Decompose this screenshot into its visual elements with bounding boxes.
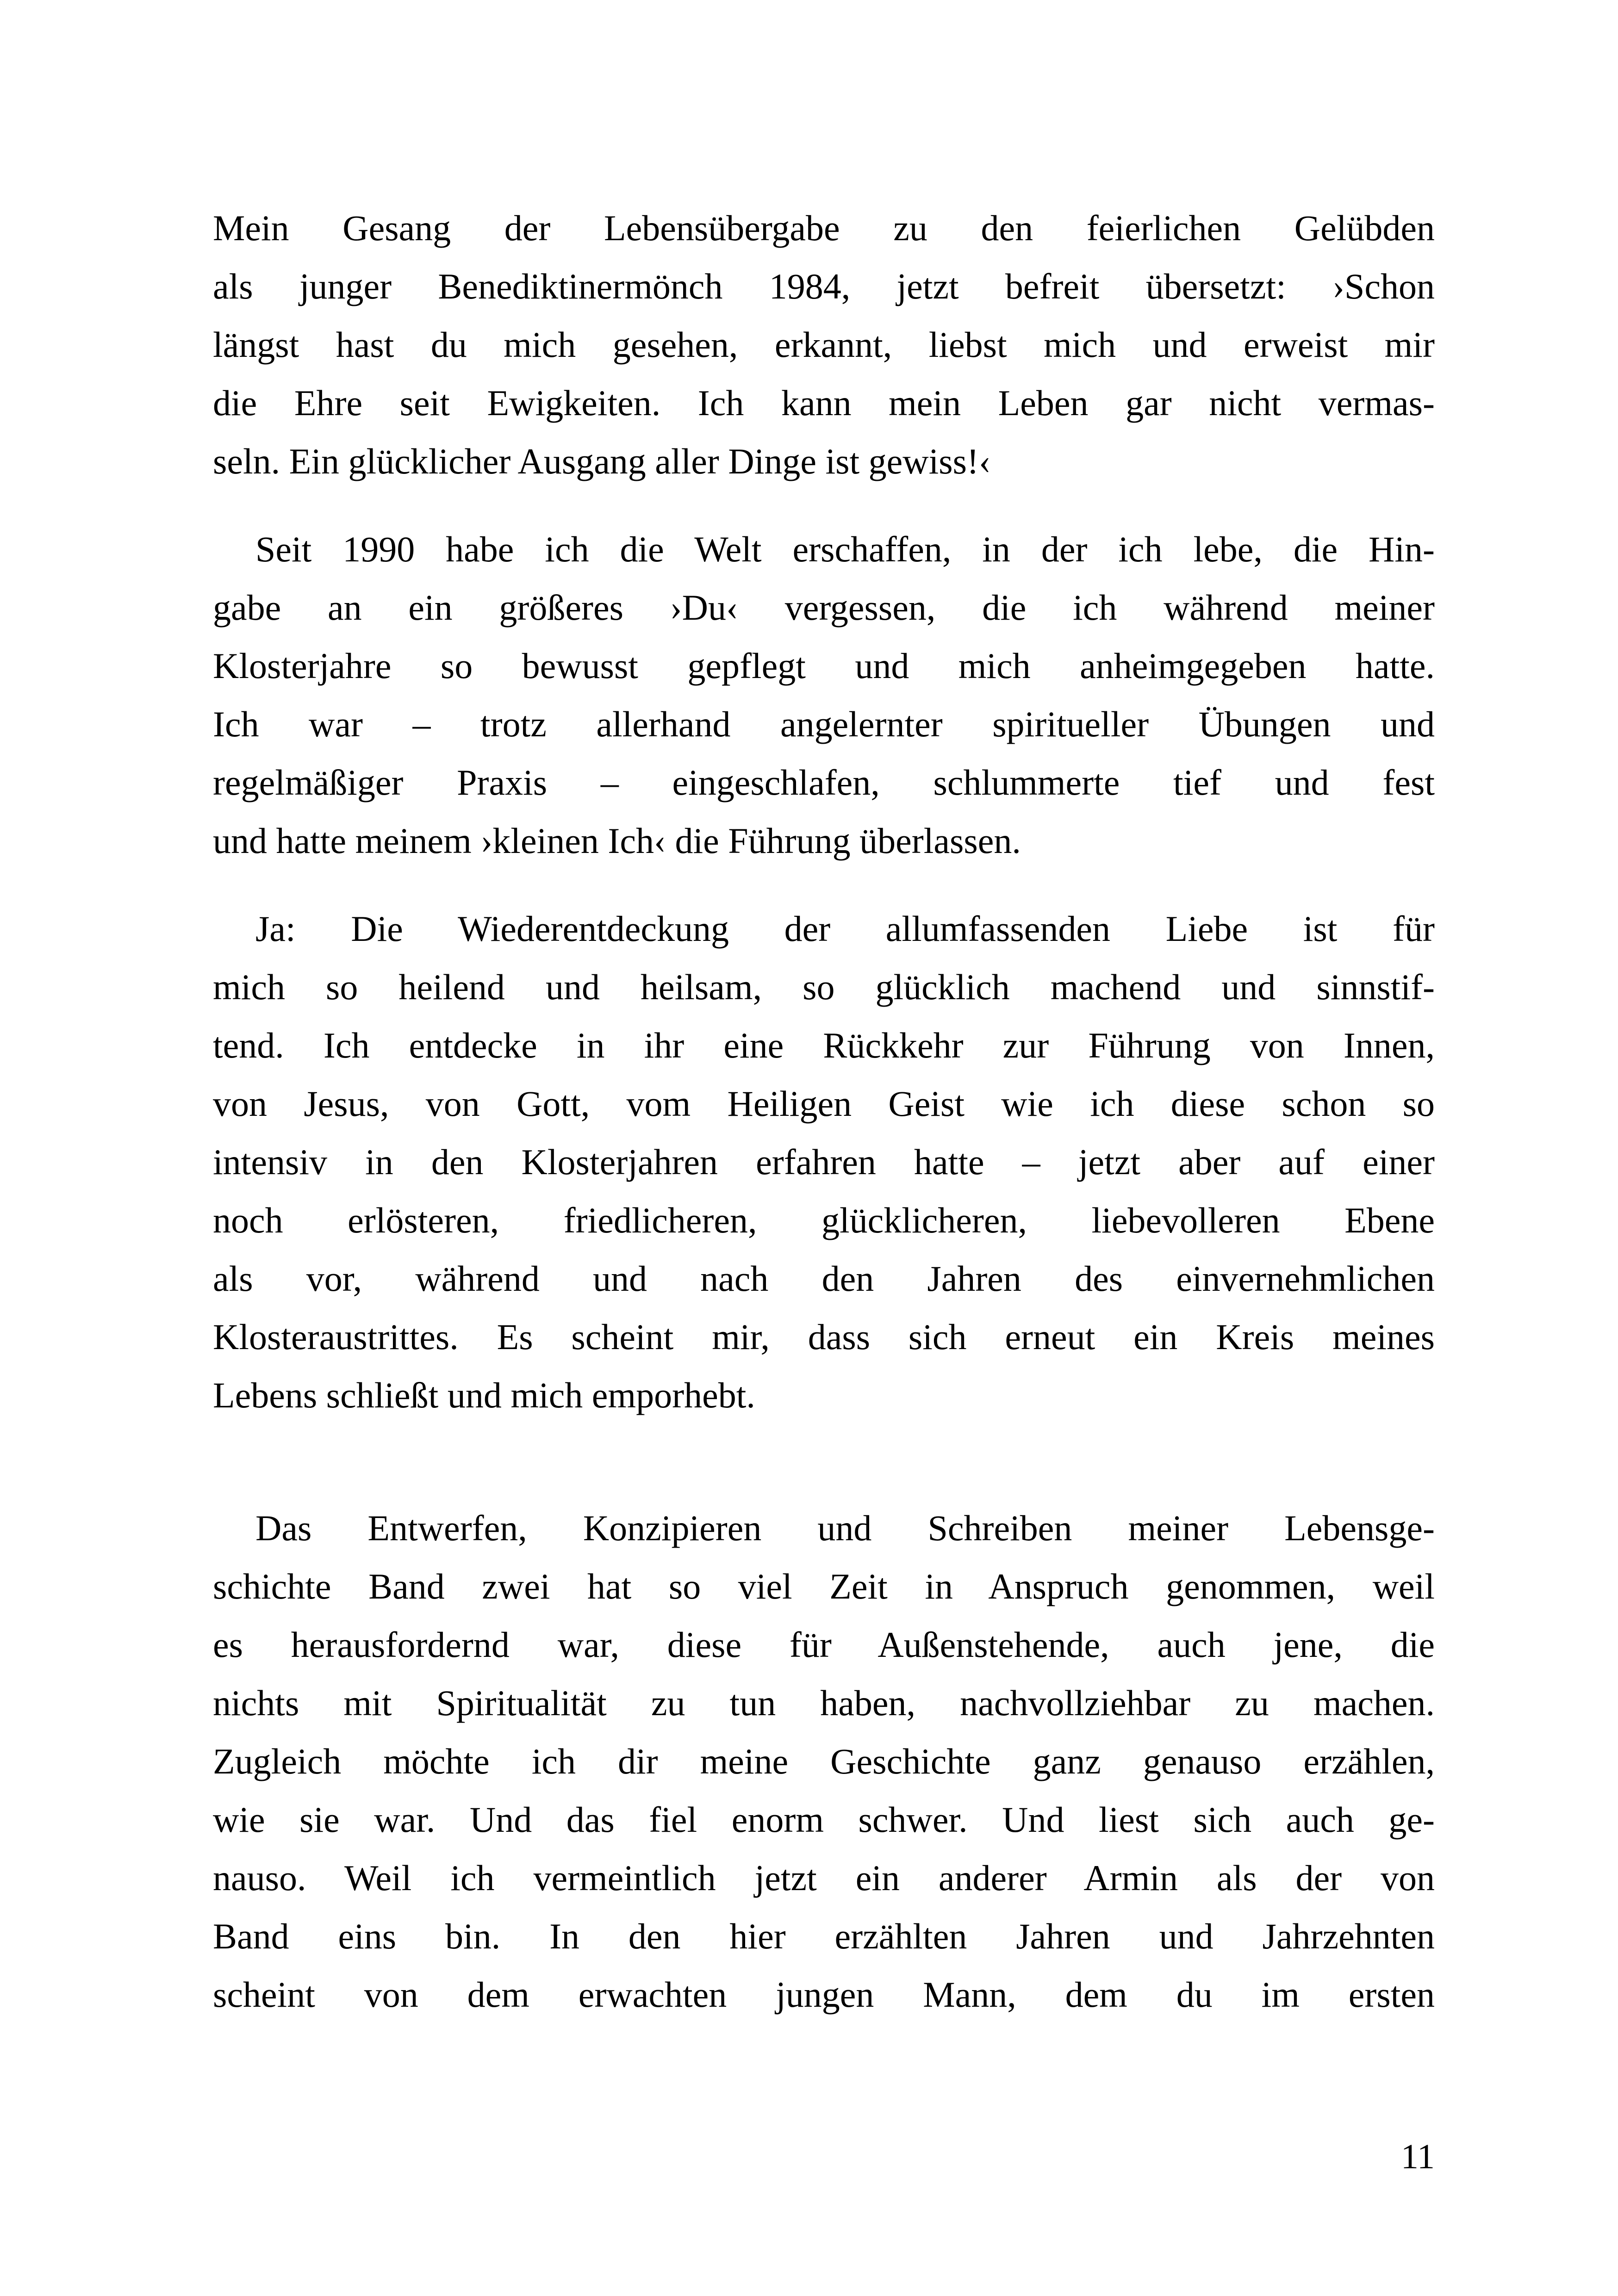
text-line: mich so heilend und heilsam, so glücklich machend und sinnstif- (213, 967, 1435, 1007)
text-line: und hatte meinem ›kleinen Ich‹ die Führung überlassen. (213, 821, 1021, 861)
paragraph-3 (213, 900, 1435, 1425)
text-line: Zugleich möchte ich dir meine Geschichte ganz genauso erzählen, (213, 1741, 1435, 1781)
paragraph-2 (213, 520, 1435, 870)
text-line: regelmäßiger Praxis – eingeschlafen, schlummerte tief und fest (213, 762, 1435, 803)
text-line: Klosterjahre so bewusst gepflegt und mich anheimgegeben hatte. (213, 646, 1435, 686)
body-text (213, 199, 1435, 2024)
text-line: längst hast du mich gesehen, erkannt, liebst mich und erweist mir (213, 324, 1435, 365)
paragraph-1 (213, 199, 1435, 491)
text-line: nichts mit Spiritualität zu tun haben, nachvollziehbar zu machen. (213, 1683, 1435, 1723)
text-line: Lebens schließt und mich emporhebt. (213, 1375, 755, 1415)
text-line: es herausfordernd war, diese für Außenstehende, auch jene, die (213, 1624, 1435, 1665)
text-line: Das Entwerfen, Konzipieren und Schreiben meiner Lebensge- (255, 1508, 1435, 1548)
text-line: Ja: Die Wiederentdeckung der allumfassenden Liebe ist für (255, 908, 1435, 949)
text-line: von Jesus, von Gott, vom Heiligen Geist wie ich diese schon so (213, 1083, 1435, 1124)
text-line: als vor, während und nach den Jahren des einvernehmlichen (213, 1258, 1435, 1299)
text-line: Seit 1990 habe ich die Welt erschaffen, in der ich lebe, die Hin- (255, 529, 1435, 569)
text-line: die Ehre seit Ewigkeiten. Ich kann mein Leben gar nicht vermas- (213, 383, 1435, 423)
text-line: noch erlösteren, friedlicheren, glücklicheren, liebevolleren Ebene (213, 1200, 1435, 1240)
text-line: intensiv in den Klosterjahren erfahren hatte – jetzt aber auf einer (213, 1142, 1435, 1182)
text-line: Band eins bin. In den hier erzählten Jahren und Jahrzehnten (213, 1916, 1435, 1956)
page-number: 11 (1400, 2137, 1435, 2176)
text-line: scheint von dem erwachten jungen Mann, dem du im ersten (213, 1974, 1435, 2015)
text-line: wie sie war. Und das fiel enorm schwer. Und liest sich auch ge- (213, 1799, 1435, 1840)
text-line: Ich war – trotz allerhand angelernter spiritueller Übungen und (213, 704, 1435, 744)
text-line: seln. Ein glücklicher Ausgang aller Dinge ist gewiss!‹ (213, 441, 991, 481)
paragraph-4 (213, 1499, 1435, 2024)
text-line: schichte Band zwei hat so viel Zeit in Anspruch genommen, weil (213, 1566, 1435, 1606)
text-line: als junger Benediktinermönch 1984, jetzt befreit übersetzt: ›Schon (213, 266, 1435, 306)
text-line: tend. Ich entdecke in ihr eine Rückkehr zur Führung von Innen, (213, 1025, 1435, 1065)
text-line: Mein Gesang der Lebensübergabe zu den feierlichen Gelübden (213, 208, 1435, 248)
text-line: nauso. Weil ich vermeintlich jetzt ein anderer Armin als der von (213, 1858, 1435, 1898)
text-line: Klosteraustrittes. Es scheint mir, dass sich erneut ein Kreis meines (213, 1317, 1435, 1357)
text-line: gabe an ein größeres ›Du‹ vergessen, die ich während meiner (213, 587, 1435, 628)
